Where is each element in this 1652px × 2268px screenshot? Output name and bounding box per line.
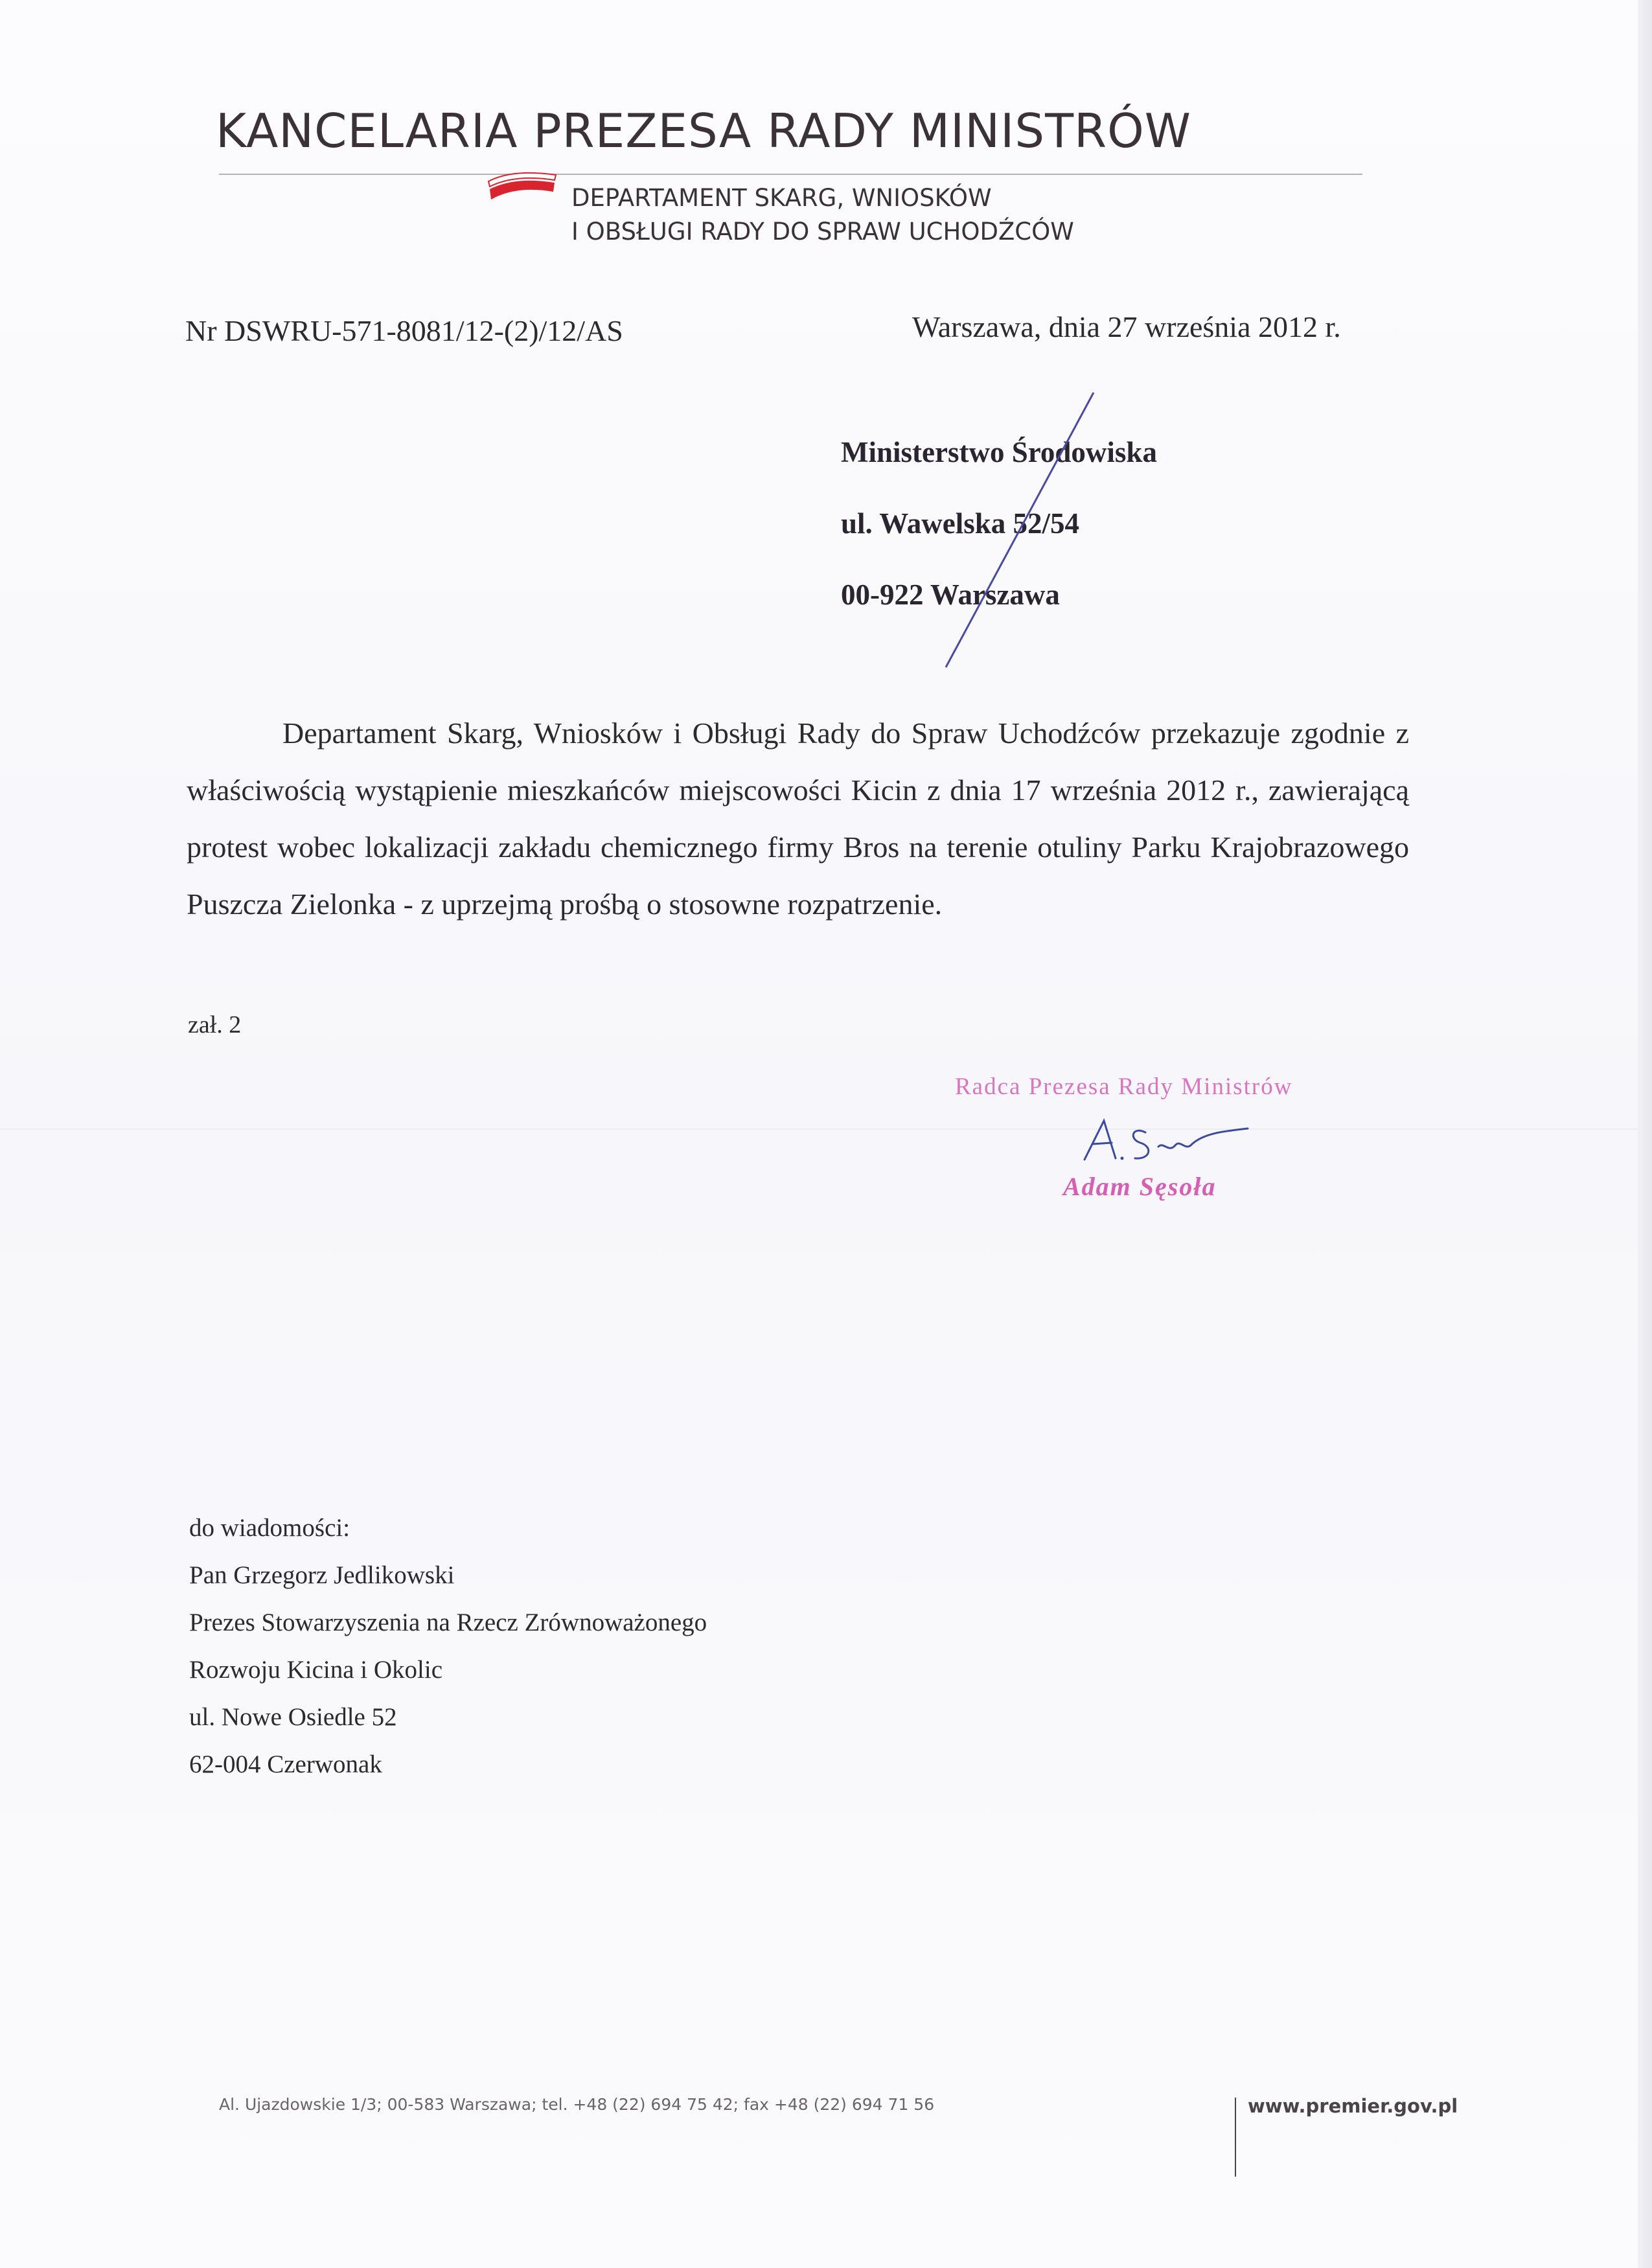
footer-divider xyxy=(1235,2098,1236,2177)
cc-block xyxy=(189,1504,707,1788)
stamp-title: Radca Prezesa Rady Ministrów xyxy=(955,1073,1293,1100)
stamp-name: Adam Sęsoła xyxy=(1063,1172,1217,1201)
footer-website: www.premier.gov.pl xyxy=(1248,2095,1458,2117)
paper-edge-shadow xyxy=(1638,0,1652,2268)
cc-line: Pan Grzegorz Jedlikowski xyxy=(189,1561,455,1589)
department-line-2: I OBSŁUGI RADY DO SPRAW UCHODŹCÓW xyxy=(571,218,1074,246)
reference-number: Nr DSWRU-571-8081/12-(2)/12/AS xyxy=(185,314,623,347)
letterhead-rule xyxy=(219,174,1362,175)
footer-address: Al. Ujazdowskie 1/3; 00-583 Warszawa; tel. +48 (22) 694 75 42; fax +48 (22) 694 71 56 xyxy=(219,2095,935,2114)
cc-line: 62-004 Czerwonak xyxy=(189,1750,382,1778)
letterhead-title: KANCELARIA PREZESA RADY MINISTRÓW xyxy=(216,104,1191,158)
pen-slash-mark xyxy=(933,389,1114,674)
recipient-street: ul. Wawelska 52/54 xyxy=(841,507,1079,540)
cc-line: ul. Nowe Osiedle 52 xyxy=(189,1703,397,1731)
recipient-city: 00-922 Warszawa xyxy=(841,578,1060,611)
cc-line: Rozwoju Kicina i Okolic xyxy=(189,1656,443,1684)
cc-line: Prezes Stowarzyszenia na Rzecz Zrównoważonego xyxy=(189,1609,707,1636)
attachments-note: zał. 2 xyxy=(188,1011,242,1038)
paper-fold-line xyxy=(0,1128,1652,1130)
letter-date: Warszawa, dnia 27 września 2012 r. xyxy=(912,310,1341,343)
department-line-1: DEPARTAMENT SKARG, WNIOSKÓW xyxy=(571,184,992,212)
letter-body: Departament Skarg, Wniosków i Obsługi Rady do Spraw Uchodźców przekazuje zgodnie z właściwością wystąpienie mieszkańców miejscowości Kicin z dnia 17 września 2012 r., zawierającą protest wobec lokalizacji zakładu chemicznego firmy Bros na terenie otuliny Parku Krajobrazowego Puszcza Zielonka - z uprzejmą prośbą o stosowne rozpatrzenie. xyxy=(187,716,1409,921)
handwritten-signature xyxy=(1078,1113,1253,1171)
flag-logo-icon xyxy=(483,166,561,205)
cc-heading: do wiadomości: xyxy=(189,1514,350,1542)
letterhead-department xyxy=(571,181,1074,249)
recipient-name: Ministerstwo Środowiska xyxy=(841,436,1157,468)
